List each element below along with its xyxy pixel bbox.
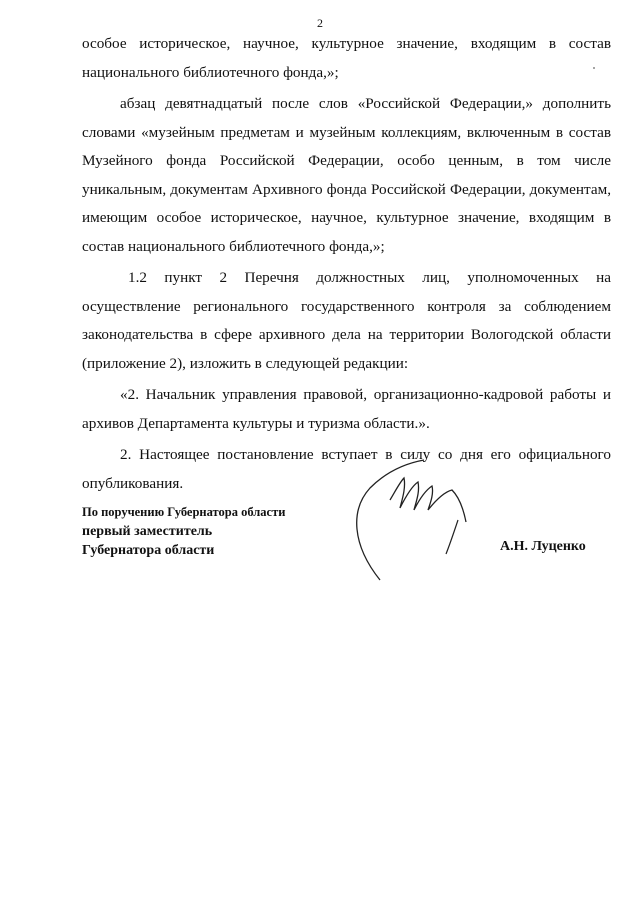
signer-name: А.Н. Луценко bbox=[500, 539, 586, 554]
signature-position-line-2: Губернатора области bbox=[82, 543, 215, 558]
signature-authority-line: По поручению Губернатора области bbox=[82, 505, 286, 519]
paragraph-effective-date: 2. Настоящее постановление вступает в силу со дня его официального опубликования. bbox=[82, 446, 611, 492]
paragraph-item-1-2: 1.2 пункт 2 Перечня должностных лиц, уполномоченных на осуществление регионального государственного контроля за соблюдением законодательства в сфере архивного дела на территории Вологодской области (приложение 2), изложить в следующей редакции: bbox=[82, 269, 611, 372]
paragraph-continuation: особое историческое, научное, культурное значение, входящим в состав национального библиотечного фонда,»; bbox=[82, 35, 611, 81]
scan-artifact bbox=[593, 67, 595, 69]
signature-block bbox=[82, 503, 285, 560]
page-number: 2 bbox=[317, 16, 323, 30]
document-body bbox=[82, 30, 611, 498]
handwritten-signature bbox=[340, 450, 480, 590]
paragraph-abzac-19: абзац девятнадцатый после слов «Российской Федерации,» дополнить словами «музейным предметам и музейным коллекциям, включенным в состав Музейного фонда Российской Федерации, особо ценным, в том числе уникальным, документам Архивного фонда Российской Федерации, документам, имеющим особое историческое, научное, культурное значение, входящим в состав национального библиотечного фонда,»; bbox=[82, 95, 611, 255]
paragraph-new-wording: «2. Начальник управления правовой, организационно-кадровой работы и архивов Департамента культуры и туризма области.». bbox=[82, 386, 611, 432]
signature-position-line: первый заместитель bbox=[82, 524, 213, 539]
